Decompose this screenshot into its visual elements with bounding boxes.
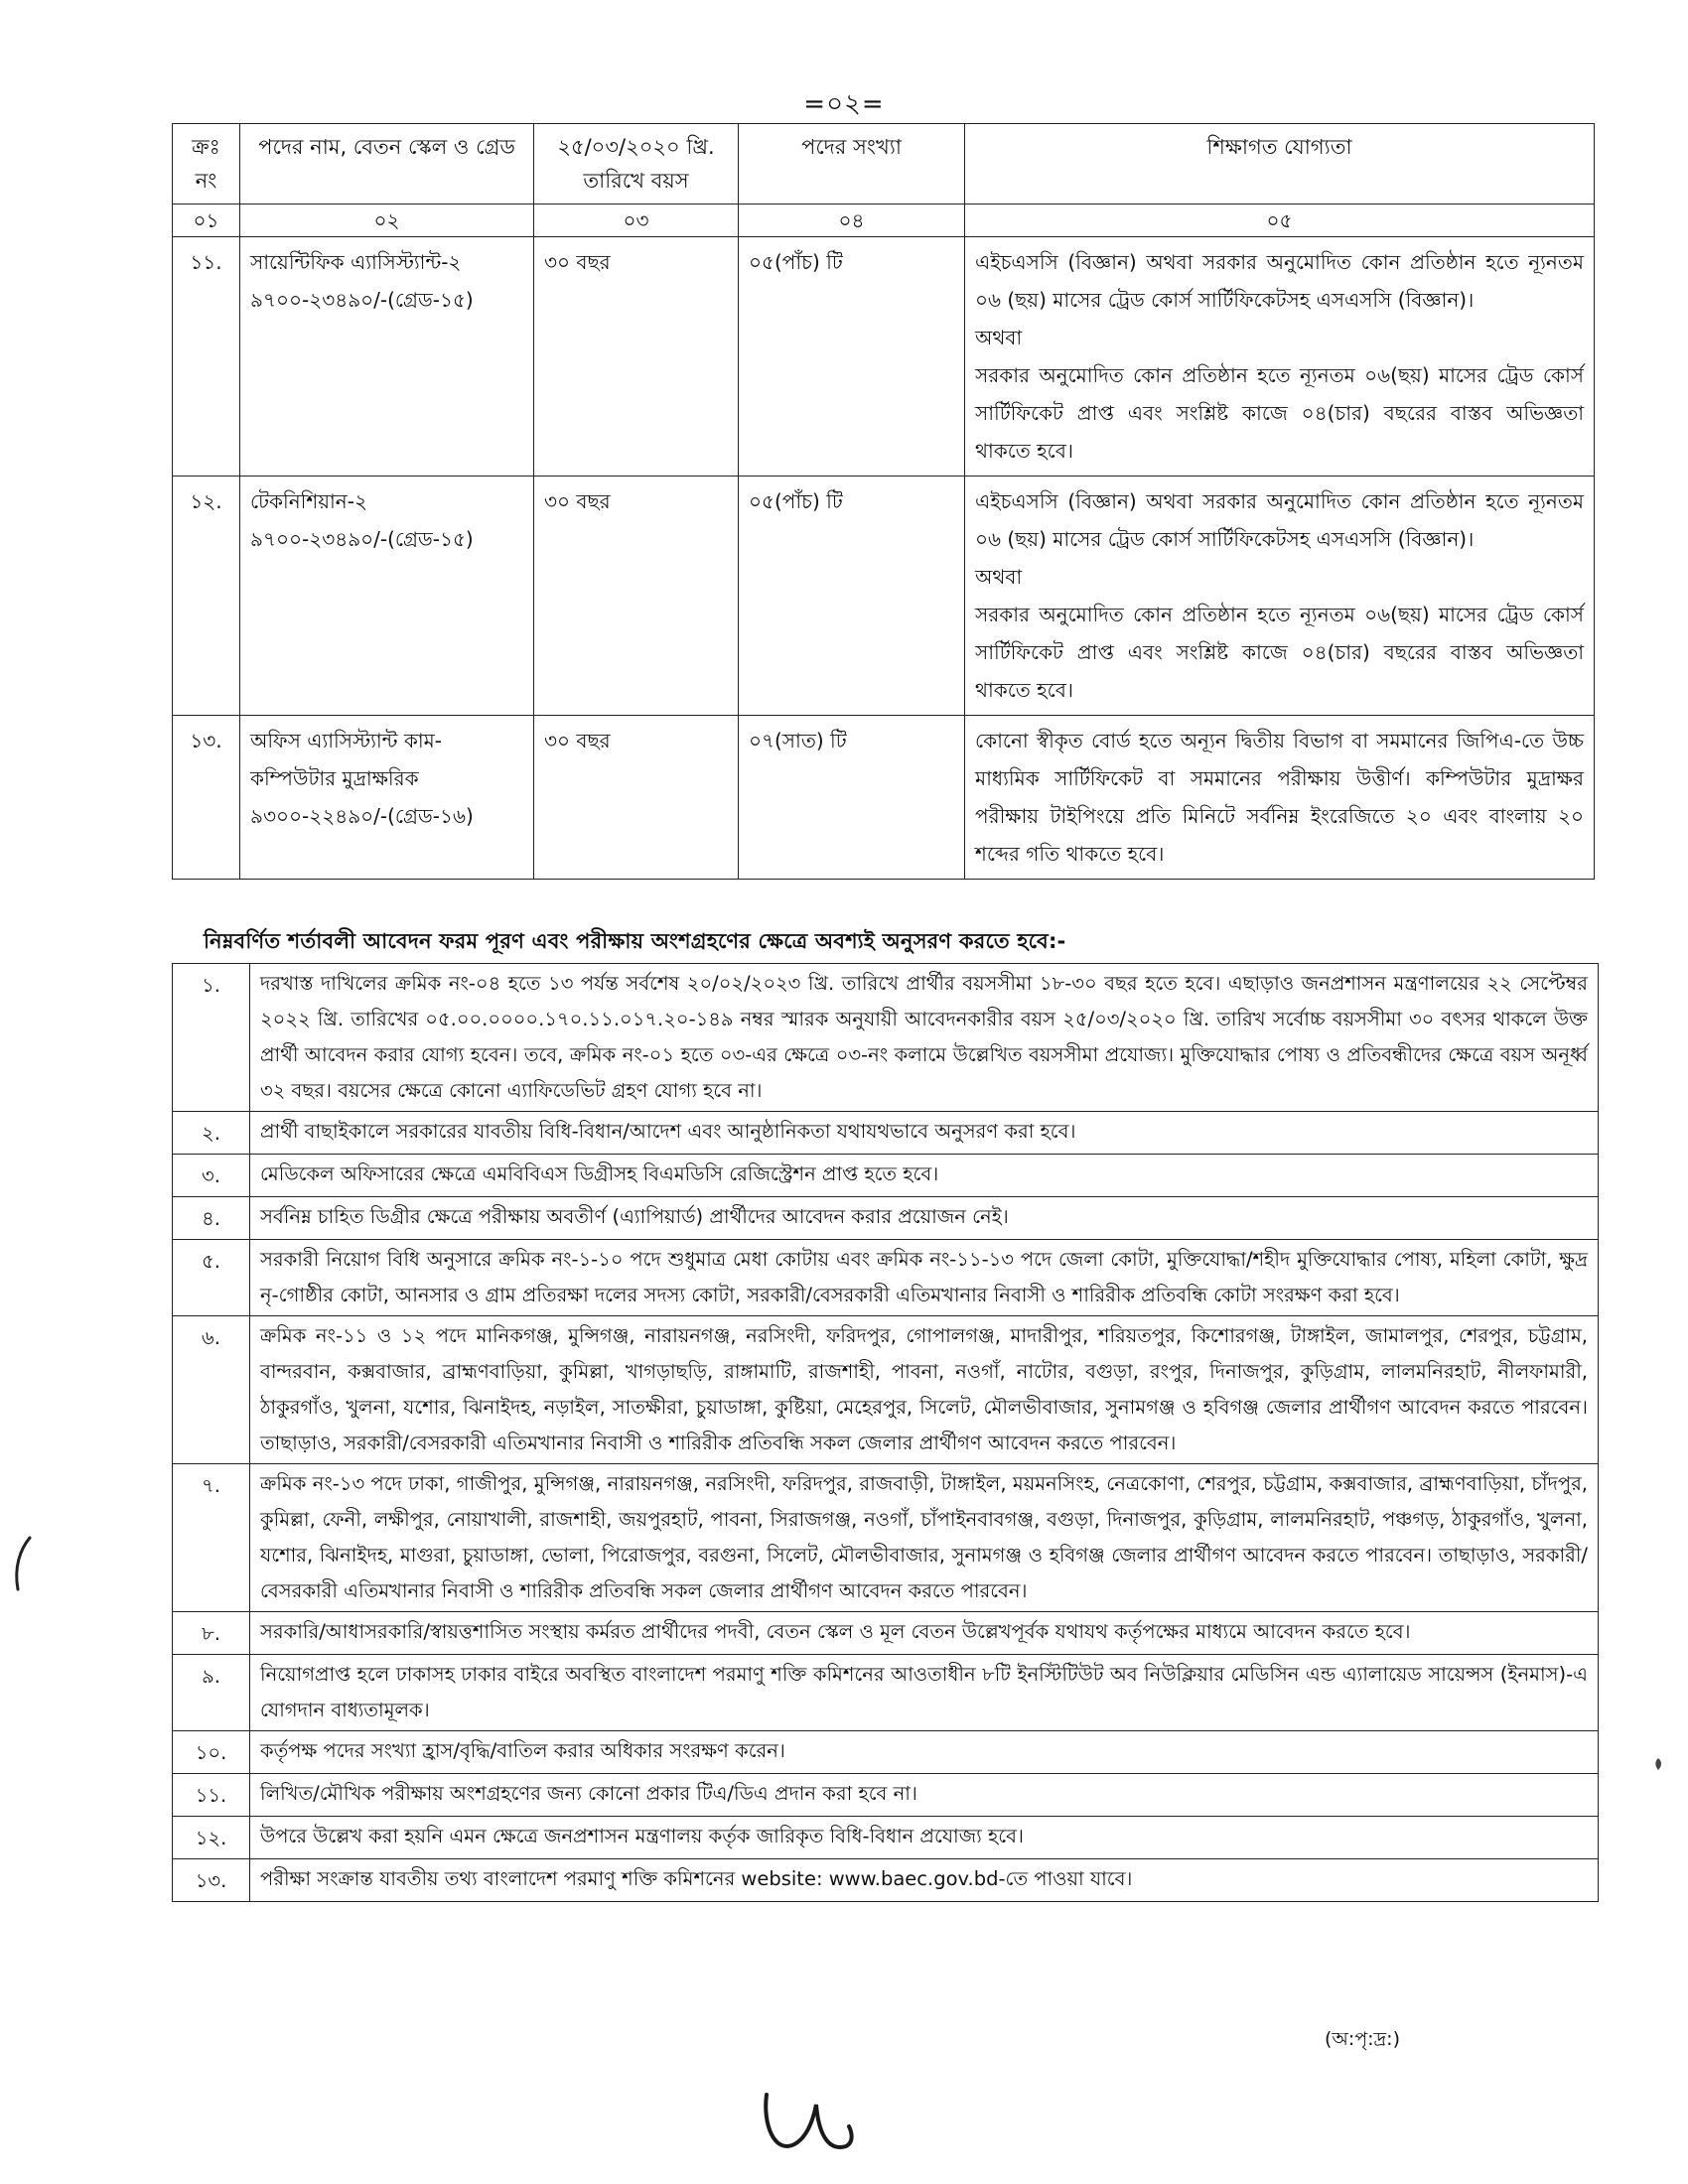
condition-text: মেডিকেল অফিসারের ক্ষেত্রে এমবিবিএস ডিগ্রীসহ বিএমডিসি রেজিস্ট্রেশন প্রাপ্ত হতে হবে। bbox=[250, 1155, 1599, 1197]
column-number: ০৩ bbox=[534, 205, 739, 237]
condition-number: ৪. bbox=[173, 1197, 250, 1240]
post-name: সায়েন্টিফিক এ্যাসিস্ট্যান্ট-২ bbox=[250, 250, 462, 274]
qualification-cell bbox=[965, 237, 1595, 477]
header-post: পদের নাম, বেতন স্কেল ও গ্রেড bbox=[240, 124, 534, 205]
condition-row bbox=[173, 1612, 1599, 1655]
header-qualification: শিক্ষাগত যোগ্যতা bbox=[965, 124, 1595, 205]
condition-row bbox=[173, 1774, 1599, 1817]
pay-scale: ৯৭০০-২৩৪৯০/-(গ্রেড-১৫) bbox=[250, 288, 474, 312]
post-serial: ১২. bbox=[173, 477, 240, 716]
column-number: ০২ bbox=[240, 205, 534, 237]
condition-text: সরকারী নিয়োগ বিধি অনুসারে ক্রমিক নং-১-১০ পদে শুধুমাত্র মেধা কোটায় এবং ক্রমিক নং-১১-১৩ পদে জেলা কোটা, মুক্তিযোদ্ধা/শহীদ মুক্তিযোদ্ধার পোষ্য, মহিলা কোটা, ক্ষুদ্র নৃ-গোষ্ঠীর কোটা, আনসার ও গ্রাম প্রতিরক্ষা দলের সদস্য কোটা, সরকারী/বেসরকারী এতিমখানার নিবাসী ও শারিরীক প্রতিবন্ধি কোটা সংরক্ষণ করা হবে। bbox=[250, 1240, 1599, 1316]
condition-row bbox=[173, 1240, 1599, 1316]
condition-row bbox=[173, 1655, 1599, 1731]
scan-speck bbox=[1652, 1757, 1664, 1771]
qualification-primary: কোনো স্বীকৃত বোর্ড হতে অন্যূন দ্বিতীয় বিভাগ বা সমমানের জিপিএ-তে উচ্চ মাধ্যমিক সার্টিফিকেট বা সমমানের পরীক্ষায় উত্তীর্ণ। কম্পিউটার মুদ্রাক্ষর পরীক্ষায় টাইপিংয়ে প্রতি মিনিটে সর্বনিম্ন ইংরেজিতে ২০ এবং বাংলায় ২০ শব্দের গতি থাকতে হবে। bbox=[975, 729, 1584, 866]
condition-text: ক্রমিক নং-১৩ পদে ঢাকা, গাজীপুর, মুন্সিগঞ্জ, নারায়নগঞ্জ, নরসিংদী, ফরিদপুর, রাজবাড়ী, টাঙ্গাইল, ময়মনসিংহ, নেত্রকোণা, শেরপুর, চট্টগ্রাম, কক্সবাজার, ব্রাহ্মণবাড়িয়া, চাঁদপুর, কুমিল্লা, ফেনী, লক্ষীপুর, নোয়াখালী, রাজশাহী, জয়পুরহাট, পাবনা, সিরাজগঞ্জ, নওগাঁ, চাঁপাইনবাবগঞ্জ, বগুড়া, দিনাজপুর, কুড়িগ্রাম, লালমনিরহাট, পঞ্চগড়, ঠাকুরগাঁও, খুলনা, যশোর, ঝিনাইদহ, মাগুরা, চুয়াডাঙ্গা, ভোলা, পিরোজপুর, বরগুনা, সিলেট, মৌলভীবাজার, সুনামগঞ্জ ও হবিগঞ্জ জেলার প্রার্থীগণ আবেদন করতে পারবেন। তাছাড়াও, সরকারী/বেসরকারী এতিমখানার নিবাসী ও শারিরীক প্রতিবন্ধি সকল জেলার প্রার্থীগণ আবেদন করতে পারবেন। bbox=[250, 1464, 1599, 1612]
header-count: পদের সংখ্যা bbox=[739, 124, 965, 205]
condition-text: উপরে উল্লেখ করা হয়নি এমন ক্ষেত্রে জনপ্রশাসন মন্ত্রণালয় কর্তৃক জারিকৃত বিধি-বিধান প্রযোজ্য হবে। bbox=[250, 1817, 1599, 1859]
condition-number: ৯. bbox=[173, 1655, 250, 1731]
post-count: ০৭(সাত) টি bbox=[739, 716, 965, 880]
conditions-heading: নিম্নবর্ণিত শর্তাবলী আবেদন ফরম পূরণ এবং পরীক্ষায় অংশগ্রহণের ক্ষেত্রে অবশ্যই অনুসরণ করতে হবে:- bbox=[204, 929, 1066, 953]
qualification-primary: এইচএসসি (বিজ্ঞান) অথবা সরকার অনুমোদিত কোন প্রতিষ্ঠান হতে ন্যূনতম ০৬ (ছয়) মাসের ট্রেড কোর্স সার্টিফিকেটসহ এসএসসি (বিজ্ঞান)। bbox=[975, 250, 1584, 312]
condition-number: ১. bbox=[173, 964, 250, 1112]
condition-number: ২. bbox=[173, 1112, 250, 1155]
condition-text: পরীক্ষা সংক্রান্ত যাবতীয় তথ্য বাংলাদেশ পরমাণু শক্তি কমিশনের website: www.baec.gov.bd-তে পাওয়া যাবে। bbox=[250, 1859, 1599, 1902]
condition-row bbox=[173, 1817, 1599, 1859]
post-serial: ১১. bbox=[173, 237, 240, 477]
post-name-cell bbox=[240, 716, 534, 880]
condition-row bbox=[173, 1859, 1599, 1902]
posts-header-row bbox=[173, 124, 1595, 205]
condition-row bbox=[173, 1155, 1599, 1197]
signature-mark bbox=[755, 2075, 864, 2164]
post-serial: ১৩. bbox=[173, 716, 240, 880]
condition-number: ৫. bbox=[173, 1240, 250, 1316]
qualification-primary: এইচএসসি (বিজ্ঞান) অথবা সরকার অনুমোদিত কোন প্রতিষ্ঠান হতে ন্যূনতম ০৬ (ছয়) মাসের ট্রেড কোর্স সার্টিফিকেটসহ এসএসসি (বিজ্ঞান)। bbox=[975, 489, 1584, 551]
post-name: টেকনিশিয়ান-২ bbox=[250, 489, 367, 513]
header-age: ২৫/০৩/২০২০ খ্রি. তারিখে বয়স bbox=[534, 124, 739, 205]
condition-row bbox=[173, 964, 1599, 1112]
column-number-row bbox=[173, 205, 1595, 237]
post-count: ০৫(পাঁচ) টি bbox=[739, 237, 965, 477]
condition-number: ১২. bbox=[173, 1817, 250, 1859]
condition-text: সর্বনিম্ন চাহিত ডিগ্রীর ক্ষেত্রে পরীক্ষায় অবতীর্ণ (এ্যাপিয়ার্ড) প্রার্থীদের আবেদন করার প্রয়োজন নেই। bbox=[250, 1197, 1599, 1240]
condition-row bbox=[173, 1197, 1599, 1240]
header-serial: ক্রঃ নং bbox=[173, 124, 240, 205]
condition-text: ক্রমিক নং-১১ ও ১২ পদে মানিকগঞ্জ, মুন্সিগঞ্জ, নারায়নগঞ্জ, নরসিংদী, ফরিদপুর, গোপালগঞ্জ, মাদারীপুর, শরিয়তপুর, কিশোরগঞ্জ, টাঙ্গাইল, জামালপুর, শেরপুর, চট্টগ্রাম, বান্দরবান, কক্সবাজার, ব্রাহ্মণবাড়িয়া, কুমিল্লা, খাগড়াছড়ি, রাঙ্গামাটি, রাজশাহী, পাবনা, নওগাঁ, নাটোর, বগুড়া, রংপুর, দিনাজপুর, কুড়িগ্রাম, লালমনিরহাট, নীলফামারী, ঠাকুরগাঁও, খুলনা, যশোর, ঝিনাইদহ, নড়াইল, সাতক্ষীরা, চুয়াডাঙ্গা, কুষ্টিয়া, মেহেরপুর, সিলেট, মৌলভীবাজার, সুনামগঞ্জ ও হবিগঞ্জ জেলার প্রার্থীগণ আবেদন করতে পারবেন। তাছাড়াও, সরকারী/বেসরকারী এতিমখানার নিবাসী ও শারিরীক প্রতিবন্ধি সকল জেলার প্রার্থীগণ আবেদন করতে পারবেন। bbox=[250, 1316, 1599, 1464]
post-age: ৩০ বছর bbox=[534, 477, 739, 716]
condition-text: লিখিত/মৌখিক পরীক্ষায় অংশগ্রহণের জন্য কোনো প্রকার টিএ/ডিএ প্রদান করা হবে না। bbox=[250, 1774, 1599, 1817]
condition-number: ৩. bbox=[173, 1155, 250, 1197]
condition-row bbox=[173, 1731, 1599, 1774]
qualification-cell bbox=[965, 716, 1595, 880]
post-name-cell bbox=[240, 477, 534, 716]
qualification-alternative: সরকার অনুমোদিত কোন প্রতিষ্ঠান হতে ন্যূনতম ০৬(ছয়) মাসের ট্রেড কোর্স সার্টিফিকেট প্রাপ্ত এবং সংশ্লিষ্ট কাজে ০৪(চার) বছরের বাস্তব অভিজ্ঞতা থাকতে হবে। bbox=[975, 363, 1584, 463]
condition-row bbox=[173, 1464, 1599, 1612]
pay-scale: ৯৩০০-২২৪৯০/-(গ্রেড-১৬) bbox=[250, 804, 474, 828]
post-row bbox=[173, 237, 1595, 477]
column-number: ০১ bbox=[173, 205, 240, 237]
page-number: =০২= bbox=[803, 89, 885, 119]
post-count: ০৫(পাঁচ) টি bbox=[739, 477, 965, 716]
condition-number: ৮. bbox=[173, 1612, 250, 1655]
condition-number: ১০. bbox=[173, 1731, 250, 1774]
post-name-cell bbox=[240, 237, 534, 477]
post-age: ৩০ বছর bbox=[534, 716, 739, 880]
condition-text: দরখাস্ত দাখিলের ক্রমিক নং-০৪ হতে ১৩ পর্যন্ত সর্বশেষ ২০/০২/২০২৩ খ্রি. তারিখে প্রার্থীর বয়সসীমা ১৮-৩০ বছর হতে হবে। এছাড়াও জনপ্রশাসন মন্ত্রণালয়ের ২২ সেপ্টেম্বর ২০২২ খ্রি. তারিখের ০৫.০০.০০০০.১৭০.১১.০১৭.২০-১৪৯ নম্বর স্মারক অনুযায়ী আবেদনকারীর বয়স ২৫/০৩/২০২০ খ্রি. তারিখ সর্বোচ্চ বয়সসীমা ৩০ বৎসর থাকলে উক্ত প্রার্থী আবেদন করার যোগ্য হবেন। তবে, ক্রমিক নং-০১ হতে ০৩-এর ক্ষেত্রে ০৩-নং কলামে উল্লেখিত বয়সসীমা প্রযোজ্য। মুক্তিযোদ্ধার পোষ্য ও প্রতিবন্ধীদের ক্ষেত্রে বয়স অনূর্ধ্ব ৩২ বছর। বয়সের ক্ষেত্রে কোনো এ্যাফিডেভিট গ্রহণ যোগ্য হবে না। bbox=[250, 964, 1599, 1112]
condition-text: সরকারি/আধাসরকারি/স্বায়ত্তশাসিত সংস্থায় কর্মরত প্রার্থীদের পদবী, বেতন স্কেল ও মূল বেতন উল্লেখপূর্বক যথাযথ কর্তৃপক্ষের মাধ্যমে আবেদন করতে হবে। bbox=[250, 1612, 1599, 1655]
condition-number: ১৩. bbox=[173, 1859, 250, 1902]
column-number: ০৪ bbox=[739, 205, 965, 237]
condition-number: ৭. bbox=[173, 1464, 250, 1612]
condition-text: কর্তৃপক্ষ পদের সংখ্যা হ্রাস/বৃদ্ধি/বাতিল করার অধিকার সংরক্ষণ করেন। bbox=[250, 1731, 1599, 1774]
post-row bbox=[173, 477, 1595, 716]
qualification-or: অথবা bbox=[975, 565, 1023, 589]
condition-text: প্রার্থী বাছাইকালে সরকারের যাবতীয় বিধি-বিধান/আদেশ এবং আনুষ্ঠানিকতা যথাযথভাবে অনুসরণ করা হবে। bbox=[250, 1112, 1599, 1155]
condition-row bbox=[173, 1112, 1599, 1155]
condition-text: নিয়োগপ্রাপ্ত হলে ঢাকাসহ ঢাকার বাইরে অবস্থিত বাংলাদেশ পরমাণু শক্তি কমিশনের আওতাধীন ৮টি ইনস্টিটিউট অব নিউক্লিয়ার মেডিসিন এন্ড এ্যালায়েড সায়েন্সস (ইনমাস)-এ যোগদান বাধ্যতামূলক। bbox=[250, 1655, 1599, 1731]
pay-scale: ৯৭০০-২৩৪৯০/-(গ্রেড-১৫) bbox=[250, 527, 474, 551]
post-age: ৩০ বছর bbox=[534, 237, 739, 477]
qualification-alternative: সরকার অনুমোদিত কোন প্রতিষ্ঠান হতে ন্যূনতম ০৬(ছয়) মাসের ট্রেড কোর্স সার্টিফিকেট প্রাপ্ত এবং সংশ্লিষ্ট কাজে ০৪(চার) বছরের বাস্তব অভিজ্ঞতা থাকতে হবে। bbox=[975, 603, 1584, 702]
condition-row bbox=[173, 1316, 1599, 1464]
qualification-cell bbox=[965, 477, 1595, 716]
conditions-table bbox=[172, 963, 1599, 1902]
posts-table bbox=[172, 123, 1595, 880]
condition-number: ১১. bbox=[173, 1774, 250, 1817]
column-number: ০৫ bbox=[965, 205, 1595, 237]
post-name: অফিস এ্যাসিস্ট্যান্ট কাম-কম্পিউটার মুদ্রাক্ষরিক bbox=[250, 729, 442, 790]
condition-number: ৬. bbox=[173, 1316, 250, 1464]
qualification-or: অথবা bbox=[975, 326, 1023, 349]
post-row bbox=[173, 716, 1595, 880]
continued-note: (অ:পৃ:দ্র:) bbox=[1324, 2028, 1400, 2050]
margin-mark bbox=[6, 1534, 36, 1593]
